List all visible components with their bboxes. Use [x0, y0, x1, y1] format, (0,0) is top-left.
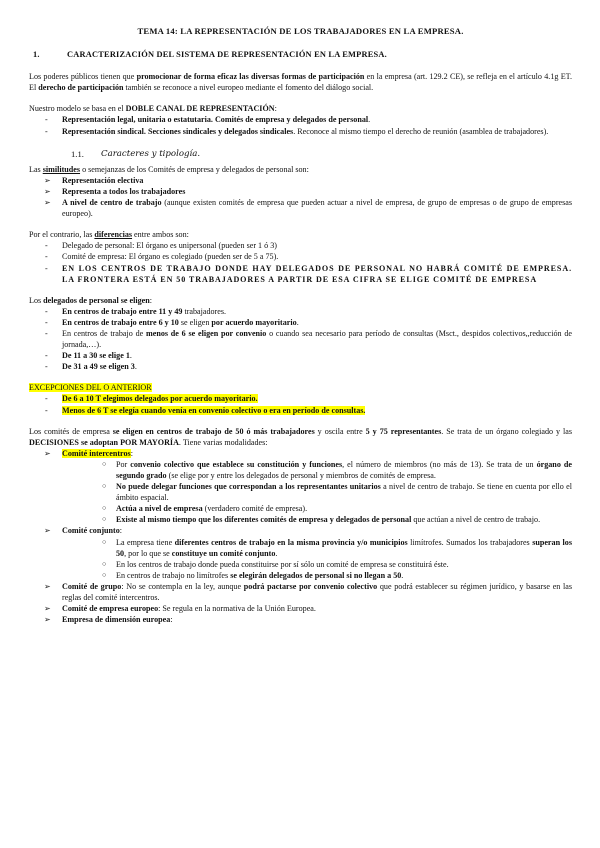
- sim-text: o semejanzas de los Comités de empresa y delegados de personal son:: [80, 164, 309, 174]
- excepciones-heading: [29, 382, 572, 393]
- list-item: [29, 614, 572, 625]
- model-text: :: [274, 104, 277, 114]
- item-bold: Comité de grupo: [62, 581, 122, 591]
- intro-bold: promocionar de forma eficaz las diversas formas de participación: [136, 72, 365, 82]
- item-text: limítrofes. Sumados los trabajadores: [407, 537, 533, 547]
- list-item: [29, 361, 572, 372]
- com-text: . Tiene varias modalidades:: [178, 437, 268, 447]
- highlighted-text: De 6 a 10 T elegimos delegados por acuerdo mayoritario.: [62, 394, 258, 404]
- del-text: :: [149, 295, 152, 305]
- section-heading-1: [29, 49, 572, 60]
- item-text: .: [275, 548, 278, 558]
- model-bold: DOBLE CANAL DE REPRESENTACIÓN: [125, 104, 275, 114]
- item-bold: Representación sindical. Secciones sindicales y delegados sindicales: [62, 126, 294, 136]
- list-item: [29, 350, 572, 361]
- item-bold: convenio colectivo que establece su constitución y funciones: [130, 459, 343, 469]
- intro-text: también se reconoce a nivel europeo mediante el fomento del diálogo social.: [123, 83, 374, 93]
- model-text: Nuestro modelo se basa en el: [29, 104, 126, 114]
- intro-bold: derecho de participación: [38, 83, 124, 93]
- item-text: :: [170, 615, 173, 625]
- item-bold: No puede delegar funciones que correspondan a los representantes unitarios: [116, 482, 381, 492]
- item-text: (verdadero comité de empresa).: [202, 504, 308, 514]
- item-text: .: [368, 115, 371, 125]
- similitudes-paragraph: [29, 164, 572, 175]
- subsection-number: 1.1.: [71, 148, 84, 159]
- canal-list: [29, 114, 572, 136]
- diferencias-list: [29, 240, 572, 284]
- arrow-bullet-icon: ➢: [44, 526, 51, 536]
- com-bold: se eligen en centros de trabajo de 50 ó más trabajadores: [112, 426, 315, 436]
- item-bold: A nivel de centro de trabajo: [62, 198, 162, 208]
- item-text: En centros de trabajo no limítrofes: [116, 570, 231, 580]
- com-text: y oscila entre: [314, 426, 366, 436]
- arrow-bullet-icon: ➢: [44, 198, 51, 208]
- item-text: : No se contempla en la ley, aunque: [121, 581, 244, 591]
- model-paragraph: [29, 103, 572, 114]
- list-item: [29, 175, 572, 186]
- item-text: .: [401, 570, 404, 580]
- item-bold: se elegirán delegados de personal si no llegan a 50: [230, 570, 402, 580]
- arrow-bullet-icon: ➢: [44, 581, 51, 591]
- item-text: se eligen: [178, 317, 212, 327]
- list-item: [62, 503, 572, 514]
- item-text: trabajadores.: [182, 306, 227, 316]
- item-text: .: [129, 351, 132, 361]
- arrow-bullet-icon: ➢: [44, 615, 51, 625]
- intro-text: en la empresa (art. 129.2 CE), se refleja en el artículo 4.1g ET. El: [29, 72, 572, 93]
- sim-text: Las: [29, 164, 43, 174]
- list-item: [62, 537, 572, 559]
- list-item: [29, 448, 572, 526]
- item-text: , por lo que se: [124, 548, 172, 558]
- item-bold: diferentes centros de trabajo en la misma provincia y/o municipios: [174, 537, 408, 547]
- list-item: [29, 186, 572, 197]
- item-bold: De 31 a 49 se eligen 3: [62, 362, 135, 372]
- com-bold: DECISIONES se adoptan POR MAYORÍA: [29, 437, 179, 447]
- item-bold: En centros de trabajo entre 11 y 49: [62, 306, 183, 316]
- list-item: [29, 114, 572, 125]
- list-item: [29, 525, 572, 580]
- list-item: [29, 405, 572, 416]
- list-item: [29, 317, 572, 328]
- item-text: o cuando sea necesario para período de consultas (Msct., despidos colectivos,,reducción de jornada,…).: [62, 328, 573, 350]
- list-item: [29, 197, 572, 219]
- list-item: [62, 514, 572, 525]
- intro-text: Los poderes públicos tienen que: [29, 72, 137, 82]
- modalidades-list: [29, 448, 572, 626]
- item-text: En centros de trabajo de: [62, 328, 146, 338]
- item-text: .: [296, 317, 299, 327]
- item-bold: Representa a todos los trabajadores: [62, 186, 186, 196]
- list-item: [62, 570, 572, 581]
- item-text: que podrá establecer su régimen jurídico, y basarse en las reglas del comité intercentros.: [62, 581, 573, 603]
- list-item: [29, 393, 572, 404]
- item-text: Por: [116, 459, 131, 469]
- item-bold: Existe al mismo tiempo que los diferentes comités de empresa y delegados de personal: [116, 515, 412, 525]
- item-text: . Reconoce al mismo tiempo el derecho de reunión (asamblea de trabajadores).: [293, 126, 549, 136]
- arrow-bullet-icon: ➢: [44, 448, 51, 458]
- item-bold: Representación legal, unitaria o estatutaria. Comités de empresa y delegados de personal: [62, 115, 369, 125]
- item-bold: Actúa a nivel de empresa: [116, 504, 203, 514]
- dif-bold: diferencias: [94, 230, 133, 240]
- section-title: CARACTERIZACIÓN DEL SISTEMA DE REPRESENTACIÓN EN LA EMPRESA.: [67, 50, 387, 60]
- item-text: , el número de miembros (no más de 13). Se trata de un: [342, 459, 537, 469]
- highlighted-text: Menos de 6 T se elegía cuando venía en convenio colectivo o era en período de consultas.: [62, 405, 366, 415]
- arrow-bullet-icon: ➢: [44, 175, 51, 185]
- delegados-paragraph: [29, 295, 572, 306]
- item-text: :: [119, 526, 123, 536]
- item-bold: Comité de empresa europeo: [62, 604, 159, 614]
- list-item: [29, 603, 572, 614]
- similitudes-list: [29, 175, 572, 219]
- dif-text: Por el contrario, las: [29, 230, 95, 240]
- item-bold: superan los 50: [116, 537, 572, 558]
- sublist: [62, 459, 572, 526]
- item-text: :: [130, 448, 133, 458]
- list-item: [29, 581, 572, 603]
- section-number: 1.: [33, 50, 40, 60]
- list-item: [29, 306, 572, 317]
- item-text: La empresa tiene: [116, 537, 175, 547]
- delegados-list: [29, 306, 572, 373]
- del-text: Los: [29, 295, 44, 305]
- item-bold: Comité conjunto: [62, 526, 120, 536]
- subsection-title: Caracteres y tipología.: [101, 148, 201, 159]
- highlighted-text: Comité intercentros: [62, 448, 131, 458]
- com-text: . Se trata de un órgano colegiado y las: [441, 426, 572, 436]
- subsection-heading: [71, 149, 572, 160]
- excepciones-list: [29, 393, 572, 415]
- item-bold: podrá pactarse por convenio colectivo: [243, 581, 378, 591]
- list-item: ○ En los centros de trabajo donde pueda constituirse por sí sólo un comité de empresa se constituirá éste.: [62, 559, 572, 570]
- intro-paragraph: [29, 71, 572, 93]
- item-bold: por acuerdo mayoritario: [211, 317, 297, 327]
- del-bold: delegados de personal se eligen: [43, 295, 150, 305]
- arrow-bullet-icon: ➢: [44, 186, 51, 196]
- item-bold: órgano de segundo grado: [116, 459, 572, 480]
- item-text: (aunque existen comités de empresa que pueden actuar a nivel de empresa, de grupo de empresas o de grupo de empresas europeo).: [62, 198, 573, 219]
- sublist: [62, 537, 572, 581]
- item-text: (se elige por y entre los delegados de personal y miembros de comités de empresa.: [166, 471, 436, 480]
- item-bold: menos de 6 se eligen por convenio: [145, 328, 267, 338]
- list-item: [29, 328, 572, 350]
- item-bold: En centros de trabajo entre 6 y 10: [62, 317, 179, 327]
- list-item: - Delegado de personal: El órgano es unipersonal (pueden ser 1 ó 3): [29, 240, 572, 251]
- item-bold: EN LOS CENTROS DE TRABAJO DONDE HAY DELEGADOS DE PERSONAL NO HABRÁ COMITÉ DE EMPRESA. LA FRONTERA ESTÁ EN 50 TRABAJADORES A PARTIR DE ESA CIFRA SE ELIGE COMITÉ DE EMPRESA: [62, 263, 572, 284]
- item-bold: Empresa de dimensión europea: [62, 615, 171, 625]
- diferencias-paragraph: [29, 229, 572, 240]
- com-bold: 5 y 75 representantes: [365, 426, 442, 436]
- list-item: [62, 459, 572, 481]
- item-text: .: [134, 362, 137, 372]
- list-item: - Comité de empresa: El órgano es colegiado (pueden ser de 5 a 75).: [29, 251, 572, 262]
- item-bold: Representación electiva: [62, 175, 144, 185]
- item-text: a nivel de centro de trabajo. Se tiene en cuenta por ello el ámbito espacial.: [116, 482, 572, 503]
- arrow-bullet-icon: ➢: [44, 604, 51, 614]
- comites-paragraph: [29, 426, 572, 448]
- list-item: [29, 263, 572, 285]
- dif-text: entre ambos son:: [132, 230, 189, 240]
- highlighted-text: EXCEPCIONES DEL O ANTERIOR: [29, 383, 152, 393]
- com-text: Los comités de empresa: [29, 426, 113, 436]
- item-bold: constituye un comité conjunto: [171, 548, 276, 558]
- page-title: TEMA 14: LA REPRESENTACIÓN DE LOS TRABAJADORES EN LA EMPRESA.: [137, 26, 464, 36]
- item-text: : Se regula en la normativa de la Unión Europea.: [158, 604, 316, 614]
- sim-bold: similitudes: [42, 164, 81, 174]
- item-text: que actúan a nivel de centro de trabajo.: [411, 515, 541, 525]
- list-item: [62, 481, 572, 503]
- item-bold: De 11 a 30 se elige 1: [62, 351, 130, 361]
- list-item: [29, 126, 572, 137]
